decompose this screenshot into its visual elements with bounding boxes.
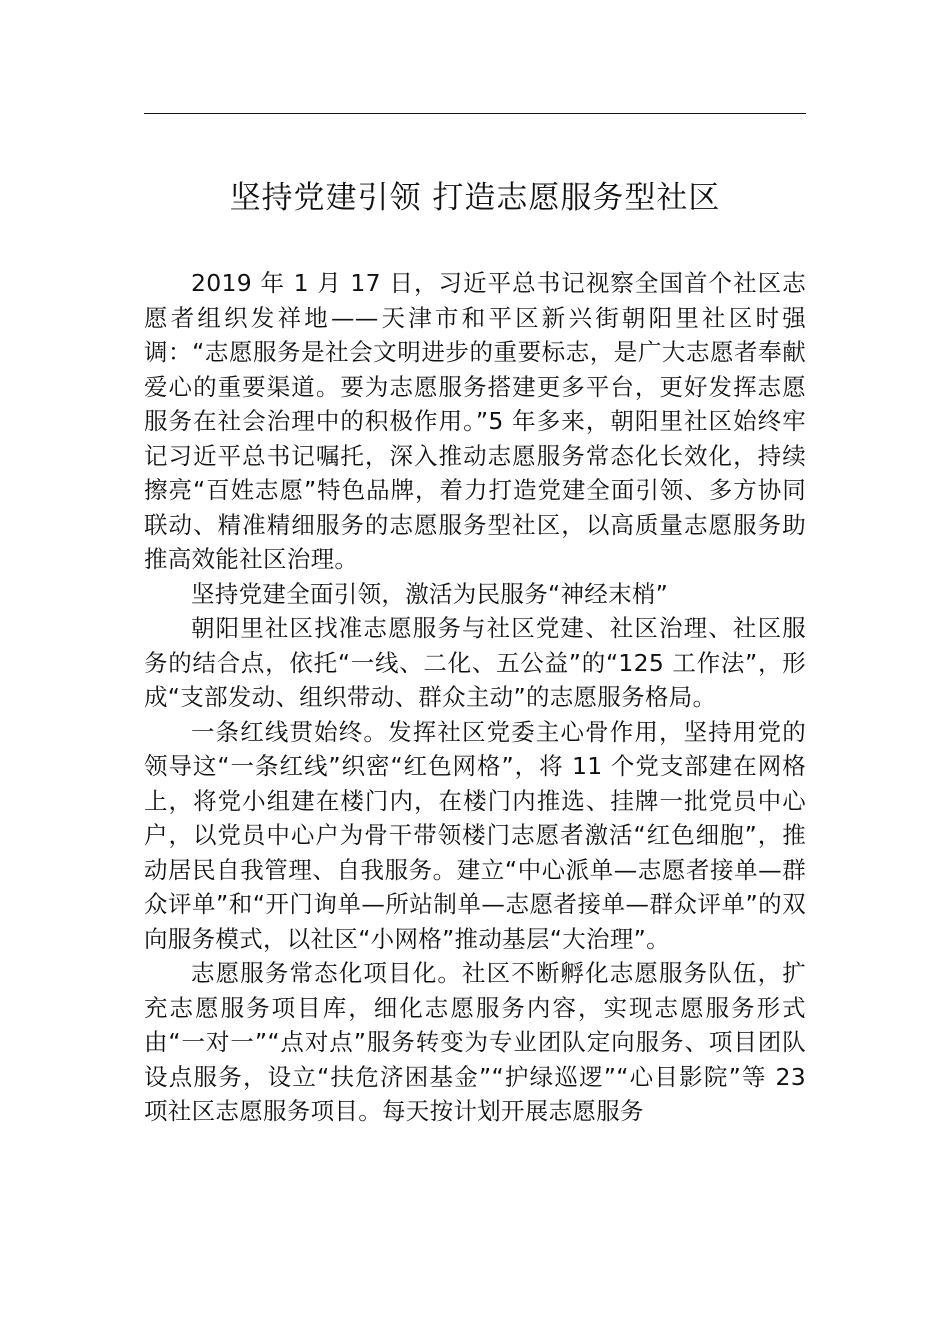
paragraph-method: 朝阳里社区找准志愿服务与社区党建、社区治理、社区服务的结合点，依托“一线、二化、五公益”的“125 工作法”，形成“支部发动、组织带动、群众主动”的志愿服务格局。 [144,614,806,711]
paragraph-volunteer-projects: 志愿服务常态化项目化。社区不断孵化志愿服务队伍，扩充志愿服务项目库，细化志愿服务内容，实现志愿服务形式由“一对一”“点对点”服务转变为专业团队定向服务、项目团队设点服务，设立“扶危济困基金”“护绿巡逻”“心目影院”等 23 项社区志愿服务项目。每天按计划开展志愿服务 [144,959,806,1125]
section-heading: 坚持党建全面引领，激活为民服务“神经末梢” [191,579,669,608]
paragraph-intro: 2019 年 1 月 17 日，习近平总书记视察全国首个社区志愿者组织发祥地——天津市和平区新兴街朝阳里社区时强调：“志愿服务是社会文明进步的重要标志，是广大志愿者奉献爱心的重要渠道。要为志愿服务搭建更多平台，更好发挥志愿服务在社会治理中的积极作用。”5 年多来，朝阳里社区始终牢记习近平总书记嘱托，深入推动志愿服务常态化长效化，持续擦亮“百姓志愿”特色品牌，着力打造党建全面引领、多方协同联动、精准精细服务的志愿服务型社区，以高质量志愿服务助推高效能社区治理。 [144,269,806,573]
paragraph-red-line: 一条红线贯始终。发挥社区党委主心骨作用，坚持用党的领导这“一条红线”织密“红色网格”，将 11 个党支部建在网格上，将党小组建在楼门内，在楼门内推选、挂牌一批党员中心户，以党员中心户为骨干带领楼门志愿者激活“红色细胞”，推动居民自我管理、自我服务。建立“中心派单—志愿者接单—群众评单”和“开门询单—所站制单—志愿者接单—群众评单”的双向服务模式，以社区“小网格”推动基层“大治理”。 [144,717,806,953]
document-body [144,266,806,1129]
header-rule [144,113,806,114]
document-title: 坚持党建引领 打造志愿服务型社区 [229,180,721,216]
